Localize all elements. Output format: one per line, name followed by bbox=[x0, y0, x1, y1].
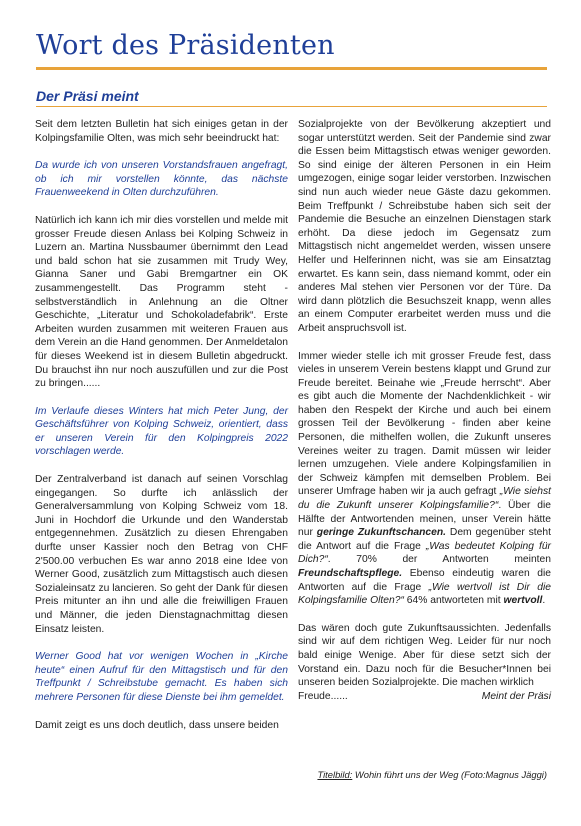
left-paragraph-7: Damit zeigt es uns doch deutlich, dass unsere beiden bbox=[35, 719, 279, 731]
page-title: Wort des Präsidenten bbox=[36, 30, 335, 61]
right-paragraph-3 bbox=[298, 622, 551, 704]
left-paragraph-4: Im Verlaufe dieses Winters hat mich Peter Jung, der Geschäftsführer von Kolping Schweiz, orientiert, dass er unseren Verein für den Kolpingpreis 2022 vorschlagen werde. bbox=[35, 405, 288, 458]
text-run: Das wären doch gute Zukunftsaussichten. Jedenfalls sind wir auf dem richtigen Weg. Leider für nur noch bald einige Wenige. Aber für diese setzt sich der Vorstand ein. Dazu noch für die Besucher*Innen bei unseren beiden Sozialprojekte. Die machen wirklich bbox=[298, 622, 551, 689]
text-run: . Über die Hälfte der Antwortenden meinen, unser Verein hätte nur bbox=[298, 500, 551, 539]
left-paragraph-3: Natürlich ich kann ich mir dies vorstellen und melde mit grosser Freude diesen Anlass bei Kolping Schweiz in Luzern an. Martina Nussbaumer übernimmt den Lead und bald schon hat sie zusammen mit Trudy Wey, Gianna Saner und Gabi Bremgartner ein OK zusammengestellt. Das Programm steht - selbstverständlich in Anlehnung an die Oltner Geschichte, „Literatur und Schokoladefabrik“. Erste Arbeiten wurden zusammen mit weiteren Frauen aus dem Verein an die Hand genommen. Der Anmeldetalon für dieses Weekend ist in diesem Bulletin abgedruckt. Du brauchst ihn nur noch auszufüllen und zur die Post zu bringen...... bbox=[35, 214, 288, 390]
caption-label: Titelbild: bbox=[317, 769, 353, 780]
photo-caption bbox=[317, 769, 547, 780]
closing-line bbox=[298, 690, 551, 704]
text-run: . bbox=[542, 595, 546, 607]
caption-text: Wohin führt uns der Weg (Foto:Magnus Jäggi) bbox=[352, 769, 547, 780]
right-paragraph-2 bbox=[298, 350, 551, 608]
survey-answer-1: geringe Zukunftschancen. bbox=[316, 527, 446, 539]
left-paragraph-2: Da wurde ich von unseren Vorstandsfrauen angefragt, ob ich mir vorstellen könnte, das nächste Frauenweekend in Olten durchzuführen. bbox=[35, 160, 288, 199]
left-paragraph-1: Seit dem letzten Bulletin hat sich einiges getan in der Kolpingsfamilie Olten, was mich sehr beeindruckt hat: bbox=[35, 119, 288, 144]
title-underline bbox=[36, 67, 547, 70]
text-run: 64% antworteten mit bbox=[403, 595, 504, 607]
signature: Meint der Präsi bbox=[481, 690, 551, 702]
survey-question-1: „Wie siehst du die Zukunft unserer Kolpingsfamilie?“ bbox=[298, 486, 551, 512]
right-column bbox=[298, 118, 551, 717]
text-run: Immer wieder stelle ich mit grosser Freude fest, dass vieles in unserem Verein bestens klappt und Grund zur Freude bereitet. Beinahe wie „Freude herrscht“. Aber es gibt auch die Momente der Nachdenklichkeit - wir haben den Respekt der Kirche und auch bei einem grossen Teil der Bevölkerung - finden aber keine Personen, die mithelfen wollen, die Zukunft unseres Vereines weiter zu tragen. Damit müssen wir leider lernen umzugehen. Viele andere Kolpingsfamilien in der Schweiz kämpfen mit demselben Problem. Bei unserer Umfrage haben wir ja auch gefragt bbox=[298, 350, 551, 498]
survey-answer-3: wertvoll bbox=[503, 595, 543, 607]
survey-question-2: „Was bedeutet Kolping für Dich?“ bbox=[298, 540, 551, 566]
closing-word: Freude...... bbox=[298, 690, 348, 702]
section-underline bbox=[36, 106, 547, 107]
text-run: . 70% der Antworten meinten bbox=[327, 554, 551, 566]
survey-question-3: „Wie wertvoll ist Dir die Kolpingsfamilie Olten?“ bbox=[298, 581, 551, 607]
left-column bbox=[35, 118, 288, 746]
left-paragraph-6: Werner Good hat vor wenigen Wochen in „Kirche heute“ einen Aufruf für den Mittagstisch und für den Treffpunkt / Schreibstube gemacht. Es haben sich mehrere Personen für diese Dienste bei ihm gemeldet. bbox=[35, 651, 288, 703]
survey-answer-2: Freundschaftspflege. bbox=[298, 568, 403, 579]
section-heading: Der Präsi meint bbox=[36, 88, 139, 104]
left-paragraph-5: Der Zentralverband ist danach auf seinen Vorschlag eingegangen. So durfte ich anlässlich der Generalversammlung von Kolping Schweiz vom 18. Juni in Hochdorf die Urkunde und den Wanderstab entgegennehmen. Zusätzlich zu diesen Ehrengaben durfte unser Kassier noch den Betrag von CHF 2'500.00 verbuchen Es war anno 2018 eine Idee von Werner Good, zusätzlich zum Mittagstisch auch diesen Sozialeinsatz zu lancieren. So geht der Dank für diesen Preis mitunter an ihn und alle die freiwilligen Frauen und Männer, die jeden Dienstagnachmittag diesen Einsatz leisten. bbox=[35, 474, 288, 635]
text-run: Ebenso eindeutig waren die Antworten auf die Frage bbox=[298, 568, 551, 593]
right-paragraph-1: Sozialprojekte von der Bevölkerung akzeptiert und sogar unterstützt werden. Seit der Pandemie sind zwar die Essen beim Mittagstisch etwas weniger geworden. So sind einige der älteren Personen in ein Heim umgezogen, einige sogar leider verstorben. Inzwischen sind nun auch wieder neue Gäste dazu gekommen. Beim Treffpunkt / Schreibstube haben sich seit der Pandemie die Besuche an einzelnen Dienstagen stark erhöht. Da diese jedoch im Gegensatz zum Mittagstisch nicht angemeldet werden, wissen unsere Helfer und Helferinnen nicht, was sie am Einsatztag erwartet. Es kann sein, dass niemand kommt, oder ein anderes Mal stehen vier Personen vor der Türe. Da wird dann plötzlich die Besuchszeit knapp, wenn alles an einem Computer erarbeitet werden muss und die Arbeit anspruchsvoll ist. bbox=[298, 119, 551, 334]
text-run: Dem gegenüber steht die Antwort auf die Frage bbox=[298, 527, 551, 552]
